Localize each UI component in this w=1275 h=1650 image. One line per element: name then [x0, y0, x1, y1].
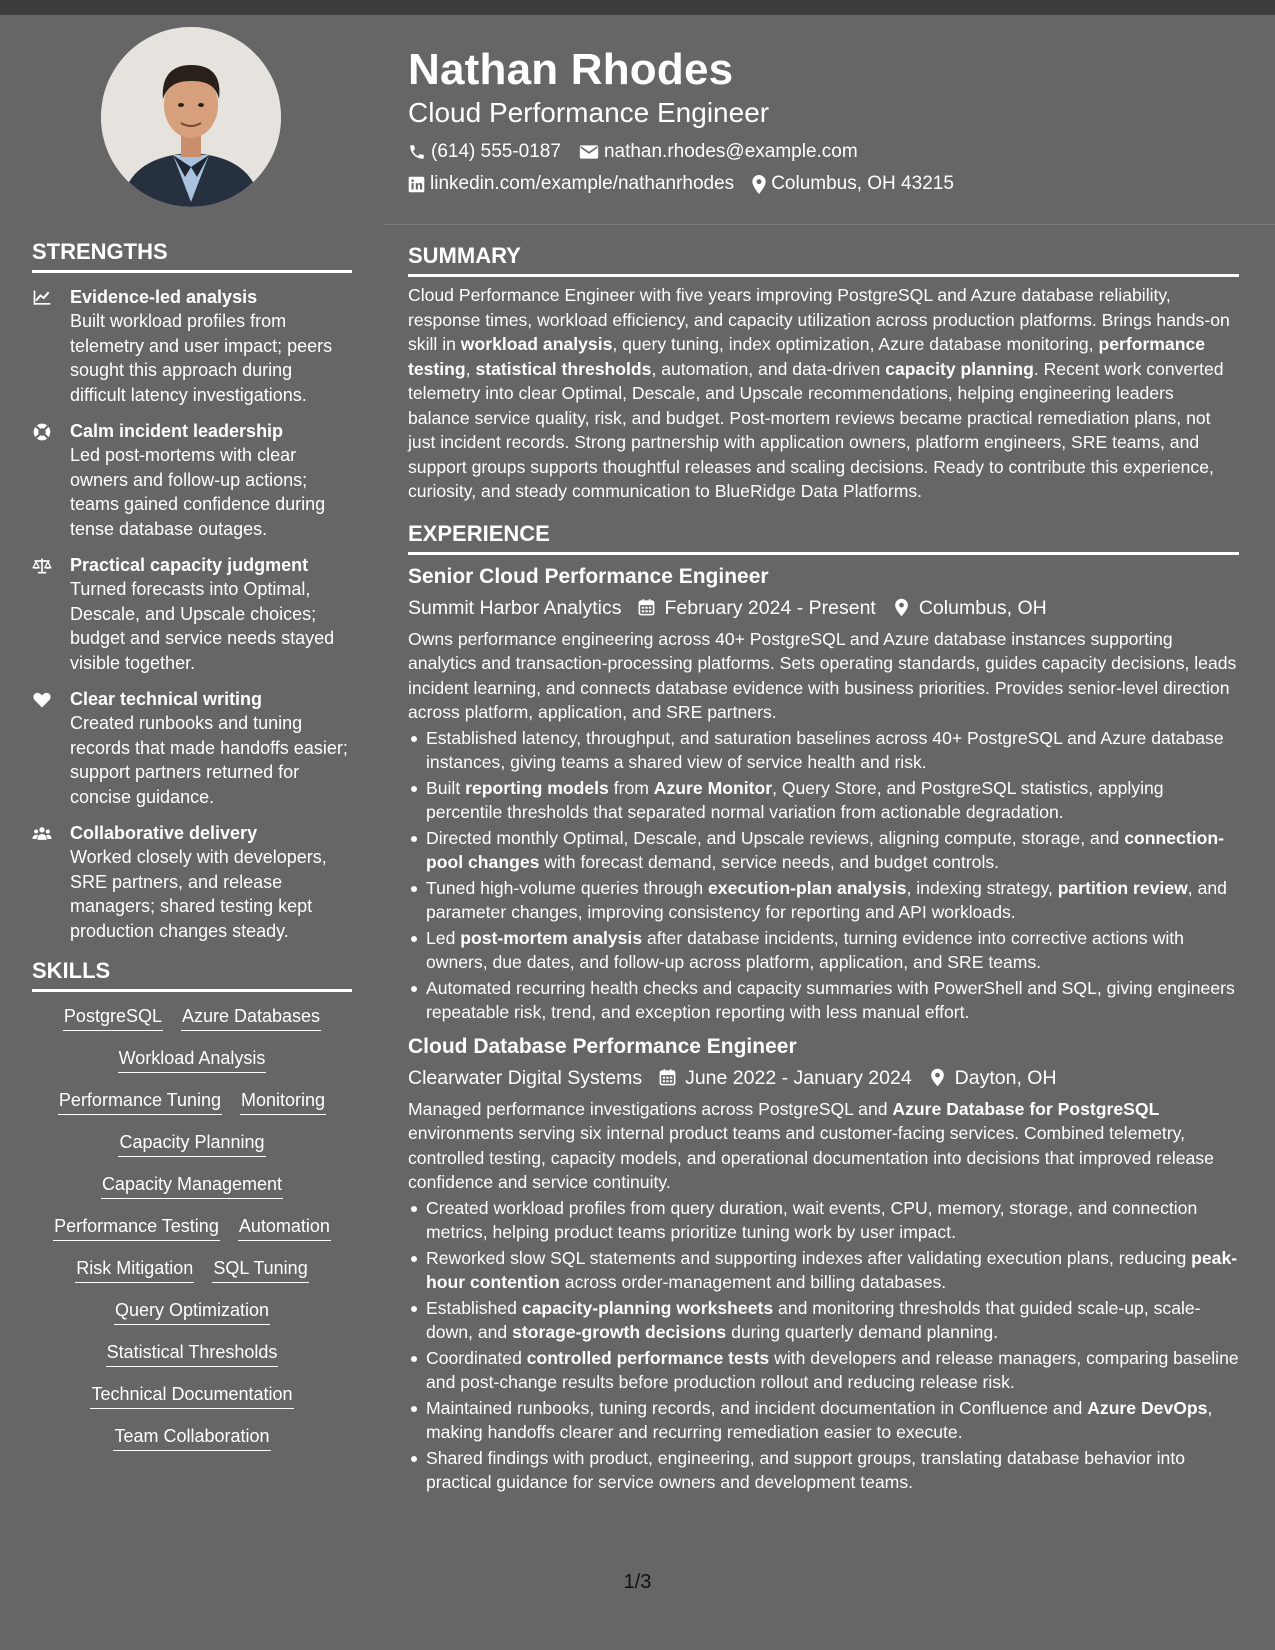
- skill-tag: Performance Testing: [53, 1214, 220, 1241]
- page-number: 1/3: [623, 1571, 652, 1593]
- skill-tag: Azure Databases: [181, 1004, 321, 1031]
- bold-keyword: capacity planning: [885, 358, 1034, 379]
- bullet-item: [426, 1346, 1239, 1395]
- bullet-item: [426, 1246, 1239, 1295]
- balance-scale-icon: [32, 556, 52, 576]
- skill-tag: Risk Mitigation: [75, 1256, 194, 1283]
- calendar-icon: [658, 1068, 677, 1087]
- bold-keyword: controlled performance tests: [526, 1347, 770, 1368]
- header: [408, 44, 1248, 196]
- text-run: with developers and release managers, comparing baseline and post-change results before production rollout and reducing release risk.: [426, 1347, 1239, 1392]
- bold-keyword: statistical thresholds: [475, 358, 652, 379]
- strength-icon-wrap: [32, 419, 70, 541]
- skill-tag: Query Optimization: [114, 1298, 270, 1325]
- strength-item: [32, 553, 352, 675]
- bullet-item: [426, 776, 1239, 825]
- bold-keyword: connection-pool changes: [426, 827, 1224, 872]
- strength-item: [32, 687, 352, 809]
- bold-keyword: execution-plan analysis: [708, 877, 907, 898]
- skill-tag: Capacity Management: [101, 1172, 283, 1199]
- job-company: Summit Harbor Analytics: [408, 596, 622, 619]
- job-meta: [408, 1065, 1239, 1091]
- bold-keyword: Azure DevOps: [1087, 1397, 1208, 1418]
- skill-tag: PostgreSQL: [63, 1004, 163, 1031]
- strength-text: Worked closely with developers, SRE partners, and release managers; shared testing kept production changes steady.: [70, 847, 327, 941]
- text-run: environments serving six internal product teams and customer-facing services. Combined telemetry, controlled testing, capacity models, and operational documentation into decisions that improved release confidence and service continuity.: [408, 1123, 1214, 1192]
- strength-item: [32, 285, 352, 407]
- skills-list: [32, 1004, 352, 1451]
- experience-title: EXPERIENCE: [408, 520, 550, 546]
- text-run: and monitoring thresholds that guided scale-up, scale-down, and: [426, 1297, 1201, 1342]
- job-dates: February 2024 - Present: [664, 596, 876, 619]
- section-rule: [408, 552, 1239, 555]
- job-bullets: [408, 1196, 1239, 1495]
- bullet-item: [426, 926, 1239, 975]
- strength-text: Turned forecasts into Optimal, Descale, and Upscale choices; budget and service needs stayed visible together.: [70, 579, 335, 673]
- text-run: with forecast demand, service needs, and budget controls.: [539, 852, 1000, 872]
- map-pin-icon: [752, 175, 766, 194]
- bullet-item: [426, 826, 1239, 875]
- map-pin-icon: [892, 598, 911, 617]
- location-contact: [752, 172, 954, 196]
- line-chart-icon: [32, 288, 52, 308]
- text-run: , and parameter changes, improving consistency for reporting and API workloads.: [426, 877, 1227, 922]
- skill-tag: Capacity Planning: [118, 1130, 265, 1157]
- strength-icon-wrap: [32, 821, 70, 943]
- strength-icon-wrap: [32, 285, 70, 407]
- header-divider: [383, 224, 1275, 225]
- section-rule: [32, 989, 352, 992]
- text-run: , indexing strategy,: [906, 877, 1058, 898]
- phone-icon: [408, 143, 426, 161]
- text-run: Established: [426, 1297, 522, 1318]
- right-column: [408, 242, 1239, 1495]
- linkedin-text: linkedin.com/example/nathanrhodes: [430, 173, 735, 194]
- strength-body: [70, 687, 352, 809]
- text-run: ,: [465, 358, 476, 379]
- bold-keyword: storage-growth decisions: [512, 1322, 727, 1342]
- skill-tag: Team Collaboration: [113, 1424, 270, 1451]
- text-run: Reworked slow SQL statements and supporting indexes after validating execution plans, reducing: [426, 1247, 1192, 1268]
- skill-row: [32, 1088, 352, 1115]
- candidate-name: Nathan Rhodes: [408, 45, 734, 94]
- job-title: Cloud Database Performance Engineer: [408, 1034, 797, 1058]
- map-pin-icon: [928, 1068, 947, 1087]
- skill-row: [32, 1256, 352, 1283]
- text-run: , automation, and data-driven: [651, 358, 886, 379]
- text-run: Built: [426, 777, 466, 798]
- job-entry: [408, 1033, 1239, 1495]
- bullet-item: [426, 726, 1239, 775]
- strengths-list: [32, 285, 352, 943]
- strength-title: Clear technical writing: [70, 689, 263, 709]
- skill-row: [32, 1046, 352, 1073]
- strength-body: [70, 553, 352, 675]
- strength-item: [32, 821, 352, 943]
- text-run: , query tuning, index optimization, Azure database monitoring,: [612, 334, 1099, 354]
- location-text: Columbus, OH 43215: [771, 173, 954, 194]
- email-contact[interactable]: [579, 140, 858, 164]
- bold-keyword: reporting models: [465, 777, 609, 798]
- job-title: Senior Cloud Performance Engineer: [408, 564, 769, 588]
- skill-row: [32, 1382, 352, 1409]
- skill-row: [32, 1172, 352, 1199]
- skills-title: SKILLS: [32, 958, 111, 983]
- left-column: [32, 238, 352, 1466]
- strength-title: Calm incident leadership: [70, 421, 284, 441]
- job-description: [408, 1097, 1239, 1195]
- strength-text: Led post-mortems with clear owners and follow-up actions; teams gained confidence during tense database outages.: [70, 445, 326, 539]
- text-run: across order-management and billing databases.: [559, 1272, 947, 1292]
- bullet-item: [426, 1296, 1239, 1345]
- job-description: [408, 627, 1239, 725]
- bold-keyword: post-mortem analysis: [460, 927, 643, 948]
- text-run: Managed performance investigations across PostgreSQL and: [408, 1098, 893, 1119]
- job-dates-wrap: [658, 1065, 912, 1091]
- phone-contact[interactable]: [408, 140, 561, 164]
- text-run: , making handoffs clearer and recurring remediation easier to execute.: [426, 1397, 1213, 1442]
- strength-body: [70, 821, 352, 943]
- bold-keyword: Azure Database for PostgreSQL: [892, 1098, 1160, 1119]
- lifebuoy-icon: [32, 422, 52, 442]
- text-run: after database incidents, turning evidence into corrective actions with owners, due dates, and follow-up across platform, application, and SRE teams.: [426, 927, 1184, 972]
- strength-icon-wrap: [32, 553, 70, 675]
- summary-text: [408, 283, 1239, 504]
- skill-row: [32, 1298, 352, 1325]
- text-run: Automated recurring health checks and capacity summaries with PowerShell and SQL, giving engineers repeatable risk, trend, and exception reporting with less manual effort.: [426, 977, 1235, 1022]
- section-rule: [32, 270, 352, 273]
- bold-keyword: performance testing: [408, 334, 1206, 379]
- job-location-wrap: [928, 1065, 1057, 1091]
- skill-row: [32, 1130, 352, 1157]
- strength-body: [70, 419, 352, 541]
- job-meta: [408, 595, 1239, 621]
- text-run: Cloud Performance Engineer with five years improving PostgreSQL and Azure database reliability, response times, workload efficiency, and capacity utilization across production platforms. Brings hands-on skill in: [408, 285, 1230, 354]
- skill-tag: Technical Documentation: [90, 1382, 293, 1409]
- bold-keyword: Azure Monitor: [653, 777, 773, 798]
- strengths-title: STRENGTHS: [32, 239, 168, 264]
- profile-photo: [101, 27, 281, 207]
- calendar-icon: [637, 598, 656, 617]
- text-run: Coordinated: [426, 1347, 527, 1368]
- contact-row-2: [408, 172, 1248, 196]
- strength-title: Practical capacity judgment: [70, 555, 309, 575]
- skill-row: [32, 1340, 352, 1367]
- job-location-wrap: [892, 595, 1047, 621]
- linkedin-contact[interactable]: [408, 172, 734, 196]
- text-run: Tuned high-volume queries through: [426, 877, 708, 898]
- summary-title: SUMMARY: [408, 243, 521, 268]
- people-group-icon: [32, 824, 52, 844]
- skill-tag: Workload Analysis: [118, 1046, 267, 1073]
- skill-row: [32, 1214, 352, 1241]
- top-bar: [0, 0, 1275, 15]
- skill-tag: Performance Tuning: [58, 1088, 222, 1115]
- envelope-icon: [579, 144, 599, 160]
- strength-icon-wrap: [32, 687, 70, 809]
- text-run: Shared findings with product, engineering, and support groups, translating database behavior into practical guidance for service owners and development teams.: [426, 1447, 1185, 1492]
- text-run: during quarterly demand planning.: [726, 1322, 999, 1342]
- job-location: Dayton, OH: [954, 1066, 1057, 1089]
- job-dates: June 2022 - January 2024: [685, 1066, 912, 1089]
- heart-icon: [32, 690, 52, 710]
- bold-keyword: peak-hour contention: [426, 1247, 1238, 1292]
- text-run: Created workload profiles from query duration, wait events, CPU, memory, storage, and connection metrics, helping product teams prioritize tuning work by user impact.: [426, 1197, 1198, 1242]
- bullet-item: [426, 1396, 1239, 1445]
- skill-tag: SQL Tuning: [212, 1256, 308, 1283]
- job-location: Columbus, OH: [918, 596, 1047, 619]
- bullet-item: [426, 976, 1239, 1025]
- contact-row-1: [408, 140, 1248, 164]
- candidate-role: Cloud Performance Engineer: [408, 97, 770, 128]
- bold-keyword: workload analysis: [460, 334, 613, 354]
- strength-item: [32, 419, 352, 541]
- strength-body: [70, 285, 352, 407]
- text-run: Maintained runbooks, tuning records, and incident documentation in Confluence and: [426, 1397, 1088, 1418]
- text-run: . Recent work converted telemetry into clear Optimal, Descale, and Upscale recommendations, helping engineering leaders balance service quality, risk, and budget. Post-mortem reviews became practical remediation plans, not just incident records. Strong partnership with application owners, platform engineers, SRE teams, and support groups supports thoughtful releases and scaling decisions. Ready to contribute this experience, curiosity, and steady communication to BlueRidge Data Platforms.: [408, 358, 1224, 501]
- skill-row: [32, 1004, 352, 1031]
- bullet-item: [426, 1196, 1239, 1245]
- skill-tag: Monitoring: [240, 1088, 326, 1115]
- bullet-item: [426, 876, 1239, 925]
- strength-title: Collaborative delivery: [70, 823, 258, 843]
- strength-text: Built workload profiles from telemetry and user impact; peers sought this approach during difficult latency investigations.: [70, 311, 333, 405]
- job-bullets: [408, 726, 1239, 1025]
- section-rule: [408, 274, 1239, 277]
- skill-tag: Statistical Thresholds: [106, 1340, 279, 1367]
- bold-keyword: partition review: [1057, 877, 1188, 898]
- job-entry: [408, 563, 1239, 1025]
- job-company: Clearwater Digital Systems: [408, 1066, 643, 1089]
- job-dates-wrap: [637, 595, 875, 621]
- text-run: Owns performance engineering across 40+ PostgreSQL and Azure database instances supporting analytics and transaction-processing platforms. Sets operating standards, guides capacity decisions, leads incident learning, and connects database evidence with business priorities. Provides senior-level direction across platform, application, and SRE partners.: [408, 628, 1237, 722]
- skill-tag: Automation: [238, 1214, 331, 1241]
- strength-title: Evidence-led analysis: [70, 287, 258, 307]
- bullet-item: [426, 1446, 1239, 1495]
- text-run: from: [608, 777, 654, 798]
- text-run: Directed monthly Optimal, Descale, and Upscale reviews, aligning compute, storage, and: [426, 827, 1125, 848]
- text-run: Established latency, throughput, and saturation baselines across 40+ PostgreSQL and Azure database instances, giving teams a shared view of service health and risk.: [426, 727, 1224, 772]
- text-run: , Query Store, and PostgreSQL statistics, applying percentile thresholds that separated normal variation from actionable degradation.: [426, 777, 1164, 822]
- strength-text: Created runbooks and tuning records that made handoffs easier; support partners returned for concise guidance.: [70, 713, 348, 807]
- skill-row: [32, 1424, 352, 1451]
- phone-text: (614) 555-0187: [431, 141, 561, 162]
- experience-list: [408, 563, 1239, 1495]
- text-run: Led: [426, 927, 461, 948]
- linkedin-icon: [408, 176, 425, 193]
- email-text: nathan.rhodes@example.com: [603, 141, 858, 162]
- bold-keyword: capacity-planning worksheets: [521, 1297, 774, 1318]
